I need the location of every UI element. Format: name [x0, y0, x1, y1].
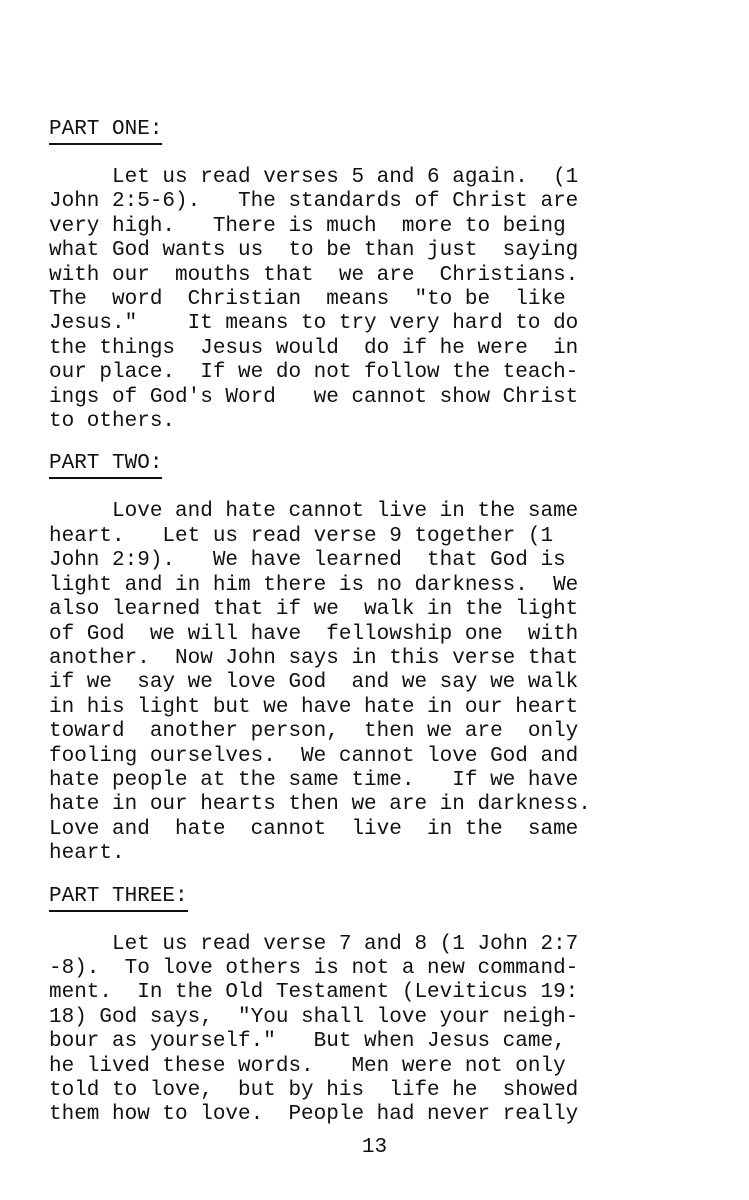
part-three-heading: PART THREE:: [49, 885, 188, 912]
part-one-paragraph: Let us read verses 5 and 6 again. (1 John 2:5-6). The standards of Christ are very high. There is much more to being what God wants us to be than just saying with our mouths that we are Christians. The word Christian means "to be like Jesus." It means to try very hard to do the things Jesus would do if he were in our place. If we do not follow the teach- ings of God's Word we cannot show Christ to others.: [49, 166, 579, 434]
part-two-paragraph: Love and hate cannot live in the same heart. Let us read verse 9 together (1 John 2:9). We have learned that God is light and in him there is no darkness. We also learned that if we walk in the light of God we will have fellowship one with another. Now John says in this verse that if we say we love God and we say we walk in his light but we have hate in our heart toward another person, then we are only fooling ourselves. We cannot love God and hate people at the same time. If we have hate in our hearts then we are in darkness. Love and hate cannot live in the same heart.: [49, 500, 591, 866]
page-number: 13: [361, 1136, 388, 1159]
part-three-paragraph: Let us read verse 7 and 8 (1 John 2:7 -8). To love others is not a new command- ment. In the Old Testament (Leviticus 19: 18) God says, "You shall love your neigh- bour as yourself." But when Jesus came, he lived these words. Men were not only told to love, but by his life he showed them how to love. People had never really: [49, 932, 579, 1127]
part-one-section: [49, 118, 661, 434]
document-page: [49, 118, 661, 1128]
part-two-section: [49, 434, 661, 866]
part-three-section: [49, 867, 661, 1128]
part-two-heading: PART TWO:: [49, 452, 162, 479]
part-one-heading: PART ONE:: [49, 118, 162, 145]
